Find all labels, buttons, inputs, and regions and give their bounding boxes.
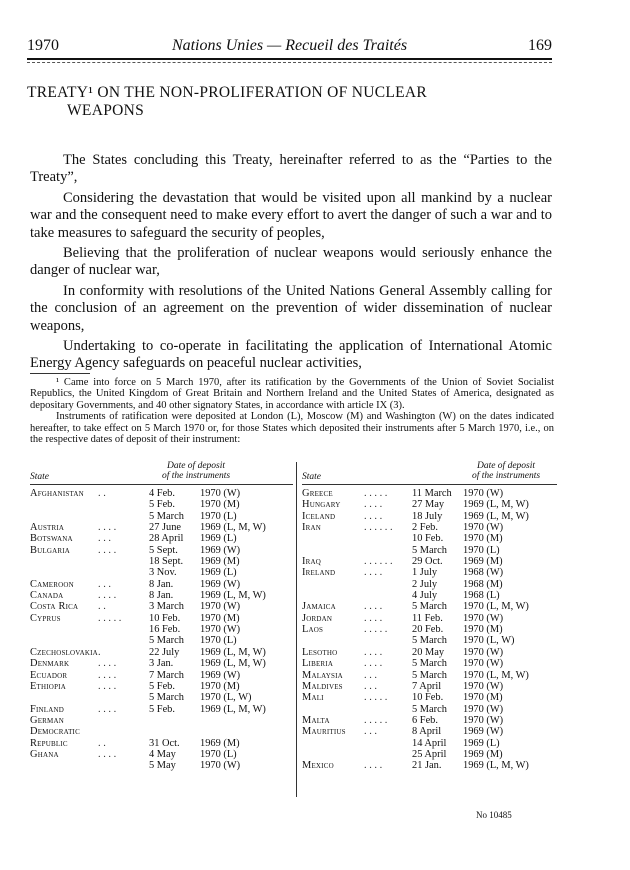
table-row <box>302 556 557 567</box>
deposit-date: 16 Feb. <box>149 624 181 636</box>
deposit-year-place: 1970 (M) <box>463 692 503 704</box>
deposit-year-place: 1969 (M) <box>200 737 240 749</box>
leader-dots: . . . . . . <box>364 522 393 534</box>
deposit-date: 5 March <box>149 635 184 647</box>
leader-dots: . <box>98 646 101 658</box>
treaty-title <box>27 84 567 120</box>
deposit-year-place: 1970 (W) <box>463 658 504 670</box>
deposit-year-place: 1970 (W) <box>463 646 504 658</box>
deposit-date: 27 May <box>412 499 445 511</box>
running-header <box>27 36 552 56</box>
state-name: Malta <box>302 714 330 726</box>
deposit-date: 21 Jan. <box>412 760 442 772</box>
state-name: German <box>30 714 64 726</box>
preamble-paragraph: In conformity with resolutions of the United Nations General Assembly calling for the conclusion of an agreement on the prevention of wider dissemination of nuclear weapons, <box>30 282 552 334</box>
table-row <box>30 545 293 556</box>
deposit-year-place: 1969 (L) <box>200 533 237 545</box>
deposit-year-place: 1969 (L, M, W) <box>463 510 529 522</box>
state-name: Iran <box>302 522 322 534</box>
header-journal-title: Nations Unies — Recueil des Traités <box>171 37 408 54</box>
header-year: 1970 <box>27 37 59 54</box>
deposit-date: 11 March <box>412 488 452 499</box>
deposit-year-place: 1970 (L) <box>200 748 237 760</box>
state-name: Ireland <box>302 567 336 579</box>
deposit-year-place: 1969 (W) <box>463 726 504 738</box>
table-row <box>302 590 557 601</box>
deposit-date: 7 April <box>412 680 442 692</box>
state-name: Denmark <box>30 658 70 670</box>
document-number: No 10485 <box>476 810 512 820</box>
table-row <box>30 760 293 771</box>
column-header-rule <box>30 484 293 485</box>
table-row <box>302 681 557 692</box>
table-row <box>30 488 293 499</box>
table-row <box>30 670 293 681</box>
deposit-date: 4 July <box>412 590 438 602</box>
deposit-date: 2 Feb. <box>412 522 438 534</box>
deposit-year-place: 1969 (W) <box>200 544 241 556</box>
leader-dots: . . . . . <box>364 714 388 726</box>
state-name: Iceland <box>302 510 336 522</box>
leader-dots: . . . <box>98 578 111 590</box>
deposit-date: 11 Feb. <box>412 612 443 624</box>
deposit-year-place: 1968 (L) <box>463 590 500 602</box>
state-name: Cameroon <box>30 578 74 590</box>
state-name: Mali <box>302 692 324 704</box>
column-divider <box>296 462 297 797</box>
leader-dots: . . . . <box>98 544 117 556</box>
table-row <box>30 556 293 567</box>
state-name: Democratic <box>30 726 80 738</box>
header-date-line-2: of the instruments <box>471 470 541 481</box>
state-name: Mexico <box>302 760 334 772</box>
leader-dots: . . . . <box>364 646 383 658</box>
table-row <box>302 647 557 658</box>
deposit-date: 5 May <box>149 760 176 772</box>
deposit-year-place: 1969 (L, M, W) <box>200 522 266 534</box>
deposit-year-place: 1970 (W) <box>463 703 504 715</box>
table-row <box>302 715 557 726</box>
state-name: Hungary <box>302 499 341 511</box>
header-date-line-2: of the instruments <box>161 470 231 481</box>
table-row <box>30 635 293 646</box>
state-name: Botswana <box>30 533 73 545</box>
deposit-date: 5 March <box>412 658 447 670</box>
table-row <box>302 749 557 760</box>
preamble-paragraph: The States concluding this Treaty, hereinafter referred to as the “Parties to the Treaty”, <box>30 152 552 186</box>
table-row <box>302 738 557 749</box>
deposit-year-place: 1970 (L, M, W) <box>463 601 529 613</box>
deposit-date: 5 March <box>149 692 184 704</box>
deposit-year-place: 1969 (L, M, W) <box>463 760 529 772</box>
leader-dots: . . . <box>364 669 377 681</box>
deposit-date: 6 Feb. <box>412 714 438 726</box>
deposit-year-place: 1968 (W) <box>463 567 504 579</box>
table-row <box>30 522 293 533</box>
column-header <box>302 462 557 484</box>
table-row <box>30 624 293 635</box>
table-row <box>30 749 293 760</box>
deposit-year-place: 1970 (L, W) <box>463 635 515 647</box>
table-row <box>30 533 293 544</box>
deposit-date: 5 Sept. <box>149 544 178 556</box>
table-row <box>30 590 293 601</box>
table-row <box>302 624 557 635</box>
deposit-year-place: 1970 (W) <box>463 522 504 534</box>
state-name: Czechoslovakia <box>30 646 98 658</box>
leader-dots: . . . . <box>364 510 383 522</box>
state-name: Jordan <box>302 612 333 624</box>
deposit-year-place: 1969 (M) <box>463 556 503 568</box>
deposit-year-place: 1970 (W) <box>463 680 504 692</box>
deposit-year-place: 1969 (L, M, W) <box>200 658 266 670</box>
deposit-date: 5 March <box>149 510 184 522</box>
leader-dots: . . . . . <box>364 488 388 499</box>
state-name: Mauritius <box>302 726 346 738</box>
preamble <box>30 152 552 376</box>
table-row <box>302 670 557 681</box>
table-row <box>302 760 557 771</box>
title-line-1: TREATY¹ ON THE NON-PROLIFERATION OF NUCLEAR <box>27 84 428 101</box>
state-name: Ghana <box>30 748 59 760</box>
leader-dots: . . . . . . <box>364 556 393 568</box>
deposit-date: 5 March <box>412 669 447 681</box>
deposit-year-place: 1970 (M) <box>463 533 503 545</box>
leader-dots: . . . . <box>364 567 383 579</box>
deposit-year-place: 1970 (L) <box>200 510 237 522</box>
deposit-year-place: 1970 (L, M, W) <box>463 669 529 681</box>
footnote-paragraph-1: ¹ Came into force on 5 March 1970, after its ratification by the Governments of the Union of Soviet Socialist Republics, the United Kingdom of Great Britain and Northern Ireland and the United States of America, designated as depositary Governments, and 40 other signatory States, in accordance with article IX (3). <box>30 377 554 411</box>
table-row <box>302 511 557 522</box>
deposit-year-place: 1969 (M) <box>200 556 240 568</box>
deposit-date: 10 Feb. <box>412 533 444 545</box>
table-row <box>302 499 557 510</box>
deposit-date: 28 April <box>149 533 184 545</box>
header-date-line-1: Date of deposit <box>166 461 226 471</box>
deposit-year-place: 1970 (M) <box>200 612 240 624</box>
header-state: State <box>30 472 49 483</box>
leader-dots: . . . . <box>98 658 117 670</box>
leader-dots: . . . . <box>98 748 117 760</box>
deposit-date: 1 July <box>412 567 438 579</box>
deposit-date: 8 April <box>412 726 442 738</box>
footnote-separator <box>30 373 90 374</box>
table-row <box>30 726 293 737</box>
leader-dots: . . . . <box>364 658 383 670</box>
table-row <box>302 488 557 499</box>
state-name: Ecuador <box>30 669 68 681</box>
deposit-year-place: 1970 (L, W) <box>200 692 252 704</box>
header-page-number: 169 <box>528 37 552 54</box>
table-row <box>302 533 557 544</box>
deposit-year-place: 1969 (L, M, W) <box>200 590 266 602</box>
leader-dots: . . . . <box>364 601 383 613</box>
deposit-year-place: 1970 (W) <box>463 714 504 726</box>
deposit-date: 5 March <box>412 635 447 647</box>
deposit-date: 20 Feb. <box>412 624 444 636</box>
preamble-paragraph: Undertaking to co-operate in facilitating the application of International Atomic Energy Agency safeguards on peaceful nuclear activities, <box>30 338 552 372</box>
deposit-year-place: 1969 (L, M, W) <box>463 499 529 511</box>
state-name: Afghanistan <box>30 488 84 499</box>
deposit-date: 5 Feb. <box>149 499 175 511</box>
deposit-date: 5 March <box>412 544 447 556</box>
state-name: Costa Rica <box>30 601 79 613</box>
leader-dots: . . . . <box>364 612 383 624</box>
header-rule <box>27 58 552 60</box>
leader-dots: . . . . . <box>364 624 388 636</box>
table-row <box>30 613 293 624</box>
deposit-date: 10 Feb. <box>149 612 181 624</box>
deposit-date: 2 July <box>412 578 438 590</box>
deposit-year-place: 1970 (W) <box>200 488 241 499</box>
deposit-date: 5 March <box>412 601 447 613</box>
deposit-date: 3 Nov. <box>149 567 177 579</box>
deposit-date: 5 March <box>412 703 447 715</box>
leader-dots: . . . <box>98 533 111 545</box>
state-name: Iraq <box>302 556 322 568</box>
table-row <box>302 579 557 590</box>
leader-dots: . . . . <box>98 669 117 681</box>
table-row <box>30 567 293 578</box>
deposit-date: 4 Feb. <box>149 488 175 499</box>
deposit-year-place: 1969 (M) <box>463 748 503 760</box>
deposit-year-place: 1970 (W) <box>200 601 241 613</box>
deposit-year-place: 1970 (M) <box>200 499 240 511</box>
preamble-paragraph: Believing that the proliferation of nuclear weapons would seriously enhance the danger of nuclear war, <box>30 245 552 279</box>
deposit-year-place: 1970 (M) <box>200 680 240 692</box>
leader-dots: . . . . <box>98 522 117 534</box>
state-name: Laos <box>302 624 324 636</box>
table-row <box>302 522 557 533</box>
state-name: Austria <box>30 522 65 534</box>
deposit-year-place: 1969 (W) <box>200 578 241 590</box>
title-line-2: WEAPONS <box>67 102 145 119</box>
ratification-table <box>30 462 556 807</box>
rows-left <box>30 488 293 772</box>
deposit-date: 4 May <box>149 748 176 760</box>
deposit-year-place: 1969 (W) <box>200 669 241 681</box>
state-name: Cyprus <box>30 612 61 624</box>
deposit-date: 7 March <box>149 669 184 681</box>
header-state: State <box>302 472 321 483</box>
deposit-date: 5 Feb. <box>149 703 175 715</box>
table-row <box>302 704 557 715</box>
header-date-of-deposit <box>451 462 561 482</box>
deposit-year-place: 1968 (M) <box>463 578 503 590</box>
table-row <box>302 613 557 624</box>
deposit-year-place: 1970 (L) <box>463 544 500 556</box>
deposit-year-place: 1970 (W) <box>200 760 241 772</box>
state-name: Lesotho <box>302 646 338 658</box>
table-row <box>30 658 293 669</box>
table-row <box>30 499 293 510</box>
table-row <box>30 647 293 658</box>
deposit-year-place: 1970 (M) <box>463 624 503 636</box>
table-row <box>302 635 557 646</box>
deposit-year-place: 1969 (L, M, W) <box>200 646 266 658</box>
deposit-date: 3 March <box>149 601 184 613</box>
deposit-date: 3 Jan. <box>149 658 174 670</box>
state-name: Bulgaria <box>30 544 71 556</box>
header-dashed-rule <box>27 62 552 63</box>
leader-dots: . . <box>98 601 106 613</box>
deposit-date: 10 Feb. <box>412 692 444 704</box>
state-name: Finland <box>30 703 65 715</box>
deposit-date: 20 May <box>412 646 445 658</box>
table-row <box>302 692 557 703</box>
deposit-year-place: 1970 (W) <box>463 488 504 499</box>
state-name: Ethiopia <box>30 680 66 692</box>
deposit-date: 18 July <box>412 510 443 522</box>
deposit-date: 29 Oct. <box>412 556 443 568</box>
deposit-date: 25 April <box>412 748 447 760</box>
state-name: Liberia <box>302 658 334 670</box>
deposit-date: 8 Jan. <box>149 578 174 590</box>
table-row <box>302 726 557 737</box>
deposit-date: 5 Feb. <box>149 680 175 692</box>
state-name: Maldives <box>302 680 343 692</box>
column-header <box>30 462 293 484</box>
table-row <box>30 692 293 703</box>
table-column-left <box>30 462 293 772</box>
state-name: Republic <box>30 737 68 749</box>
column-header-rule <box>302 484 557 485</box>
leader-dots: . . . <box>364 726 377 738</box>
deposit-year-place: 1969 (L) <box>463 737 500 749</box>
table-row <box>30 579 293 590</box>
deposit-date: 22 July <box>149 646 180 658</box>
table-row <box>30 738 293 749</box>
leader-dots: . . . . . <box>364 692 388 704</box>
footnote-paragraph-2: Instruments of ratification were deposited at London (L), Moscow (M) and Washington (W) on the dates indicated hereafter, to take effect on 5 March 1970 or, for those States which deposited their instruments after 5 March 1970, i.e., on the respective dates of deposit of their instrument: <box>30 411 554 446</box>
table-row <box>30 681 293 692</box>
footnote <box>30 377 554 445</box>
preamble-paragraph: Considering the devastation that would be visited upon all mankind by a nuclear war and the consequent need to make every effort to avert the danger of such a war and to take measures to safeguard the security of peoples, <box>30 189 552 241</box>
header-date-of-deposit <box>141 462 251 482</box>
state-name: Greece <box>302 488 333 499</box>
deposit-year-place: 1970 (W) <box>463 612 504 624</box>
deposit-year-place: 1969 (L, M, W) <box>200 703 266 715</box>
table-column-right <box>302 462 557 772</box>
leader-dots: . . . <box>364 680 377 692</box>
table-row <box>30 511 293 522</box>
deposit-year-place: 1970 (W) <box>200 624 241 636</box>
deposit-date: 14 April <box>412 737 447 749</box>
table-row <box>30 601 293 612</box>
leader-dots: . . . . . <box>98 612 122 624</box>
leader-dots: . . . . <box>98 703 117 715</box>
rows-right <box>302 488 557 772</box>
leader-dots: . . . . <box>364 760 383 772</box>
table-row <box>302 545 557 556</box>
leader-dots: . . <box>98 488 106 499</box>
table-row <box>302 658 557 669</box>
state-name: Malaysia <box>302 669 343 681</box>
state-name: Canada <box>30 590 64 602</box>
deposit-year-place: 1970 (L) <box>200 635 237 647</box>
deposit-date: 27 June <box>149 522 182 534</box>
deposit-date: 18 Sept. <box>149 556 184 568</box>
deposit-date: 31 Oct. <box>149 737 180 749</box>
table-row <box>302 601 557 612</box>
deposit-year-place: 1969 (L) <box>200 567 237 579</box>
leader-dots: . . <box>98 737 106 749</box>
leader-dots: . . . . <box>364 499 383 511</box>
state-name: Jamaica <box>302 601 336 613</box>
leader-dots: . . . . <box>98 590 117 602</box>
table-row <box>30 704 293 715</box>
header-date-line-1: Date of deposit <box>476 461 536 471</box>
table-row <box>302 567 557 578</box>
leader-dots: . . . . <box>98 680 117 692</box>
table-row <box>30 715 293 726</box>
deposit-date: 8 Jan. <box>149 590 174 602</box>
